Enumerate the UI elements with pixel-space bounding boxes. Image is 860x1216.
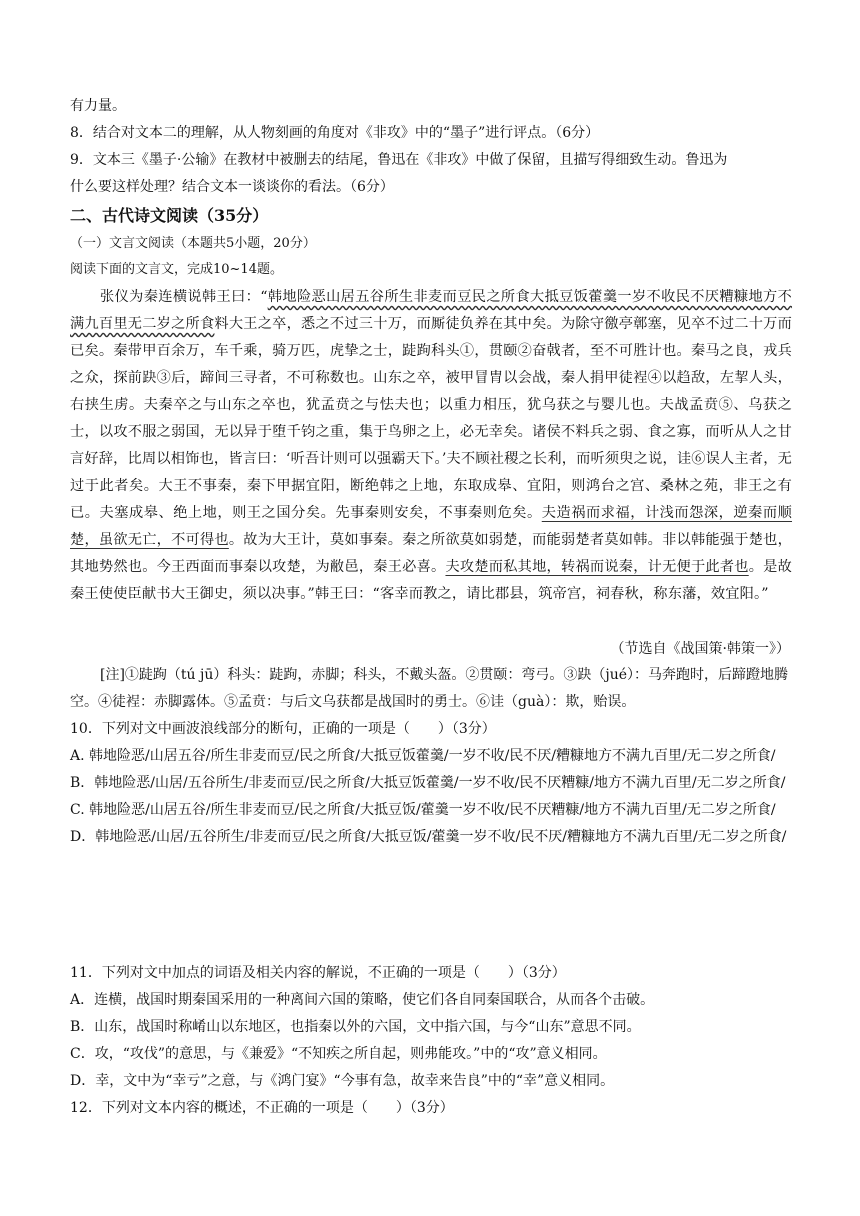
passage-text: 。故为大王计，莫如事秦。秦之所欲莫如弱楚，而能弱楚者莫如韩。非以韩能强于楚也，其地势然也。今王西面而事秦以攻楚，为敝邑，秦王必喜。 (70, 532, 792, 575)
option-d: D．幸，文中为“幸亏”之意，与《鸿门宴》“今事有急，故幸来告良”中的“幸”意义相同。 (70, 1073, 615, 1089)
annotations: [注]①跿跔（tú jū）科头：跿跔，赤脚；科头，不戴头盔。②贯颐：弯弓。③趹（jué）：马奔跑时，后蹄蹬地腾空。④徒裎：赤脚露体。⑤孟贲：与后文乌获都是战国时的勇士。⑥诖（guà）：欺，贻误。 (70, 667, 789, 710)
option-b: B．山东，战国时称崤山以东地区，也指秦以外的六国，文中指六国，与今“山东”意思不同。 (70, 1019, 641, 1035)
option-b: B．韩地险恶/山居/五谷所生/非麦而豆/民之所食/大抵豆饭藿羹/一岁不收/民不厌糟糠/地方不满九百里/无二岁之所食/ (70, 775, 786, 791)
question-9-line2: 什么要这样处理？结合文本一谈谈你的看法。（6分） (70, 179, 394, 195)
section-heading: 二、古代诗文阅读（35分） (70, 206, 269, 225)
passage-text: 张仪为秦连横说韩王曰：“ (100, 289, 268, 305)
question-stem: 10．下列对文中画波浪线部分的断句，正确的一项是（ ）（3分） (70, 721, 496, 737)
question-stem: 11．下列对文中加点的词语及相关内容的解说，不正确的一项是（ ）（3分） (70, 965, 566, 981)
option-a: A. 韩地险恶/山居五谷/所生非麦而豆/民之所食/大抵豆饭藿羹/一岁不收/民不厌/糟糠地方不满九百里/无二岁之所食/ (70, 748, 776, 764)
question-stem: 12．下列对文本内容的概述，不正确的一项是（ ）（3分） (70, 1100, 454, 1116)
question-12 (70, 1095, 792, 1122)
option-c: C．攻，“攻伐”的意思，与《兼爱》“不知疾之所自起，则弗能攻。”中的“攻”意义相同。 (70, 1046, 607, 1062)
option-c: C. 韩地险恶/山居五谷/所生非麦而豆/民之所食/大抵豆饭/藿羹一岁不收/民不厌糟糠/地方不满九百里/无二岁之所食/ (70, 802, 776, 818)
passage-text: 料大王之卒，悉之不过三十万，而厮徒负养在其中矣。为除守徼亭鄣塞，见卒不过二十万而已矣。秦带甲百余万，车千乘，骑万匹，虎挚之士，跿跔科头①，贯颐②奋戟者，至不可胜计也。秦马之良，戎兵之众，探前趹③后，蹄间三寻者，不可称数也。山东之卒，被甲冒胄以会战，秦人捐甲徒裎④以趋敌，左挈人头，右挟生虏。夫秦卒之与山东之卒也，犹孟贲之与怯夫也；以重力相压，犹乌获之与婴儿也。夫战孟贲⑤、乌获之士，以攻不服之弱国，无以异于堕千钧之重，集于鸟卵之上，必无幸矣。诸侯不料兵之弱、食之寡，而听从人之甘言好辞，比周以相饰也，皆言曰：‘听吾计则可以强霸天下。’夫不顾社稷之长利，而听须臾之说，诖⑥误人主者，无过于此者矣。大王不事秦，秦下甲据宜阳，断绝韩之上地，东取成皋、宜阳，则鸿台之宫、桑林之苑，非王之有已。夫塞成皋、绝上地，则王之国分矣。先事秦则安矣，不事秦则危矣。 (70, 316, 792, 521)
question-8: 8．结合对文本二的理解，从人物刻画的角度对《非攻》中的“墨子”进行评点。（6分） (70, 125, 600, 141)
option-d: D．韩地险恶/山居/五谷所生/非麦而豆/民之所食/大抵豆饭/藿羹一岁不收/民不厌/糟糠地方不满九百里/无二岁之所食/ (70, 829, 787, 845)
text-line: 有力量。 (70, 98, 126, 114)
underlined-sentence-1: 夫造祸而求福，计浅而怨深，逆秦而顺楚，虽欲无亡，不可得也 (70, 505, 793, 548)
wavy-underlined-text: 韩地险恶山居五谷所生非麦而豆民之所食大抵豆饭藿羹一岁不收民不厌糟糠地方不满九百里无二岁之所食 (70, 289, 793, 332)
option-a: A．连横，战国时期秦国采用的一种离间六国的策略，使它们各自同秦国联合，从而各个击破。 (70, 992, 655, 1008)
question-11 (70, 960, 792, 1095)
question-10 (70, 716, 792, 851)
subsection-heading: （一）文言文阅读（本题共5小题，20分） (70, 236, 316, 251)
instruction: 阅读下面的文言文，完成10~14题。 (70, 262, 283, 277)
classical-passage (70, 284, 792, 608)
source-citation: （节选自《战国策·韩策一》） (610, 641, 790, 657)
question-9-line1: 9．文本三《墨子·公输》在教材中被删去的结尾，鲁迅在《非攻》中做了保留，且描写得细致生动。鲁迅为 (70, 152, 728, 168)
passage-text: 。是故秦王使使臣献书大王御史，须以决事。”韩王曰：“客幸而教之，请比郡县，筑帝宫，祠春秋，称东藩，效宜阳。” (70, 559, 793, 602)
underlined-sentence-2: 夫攻楚而私其地，转祸而说秦，计无便于此者也 (445, 559, 749, 575)
